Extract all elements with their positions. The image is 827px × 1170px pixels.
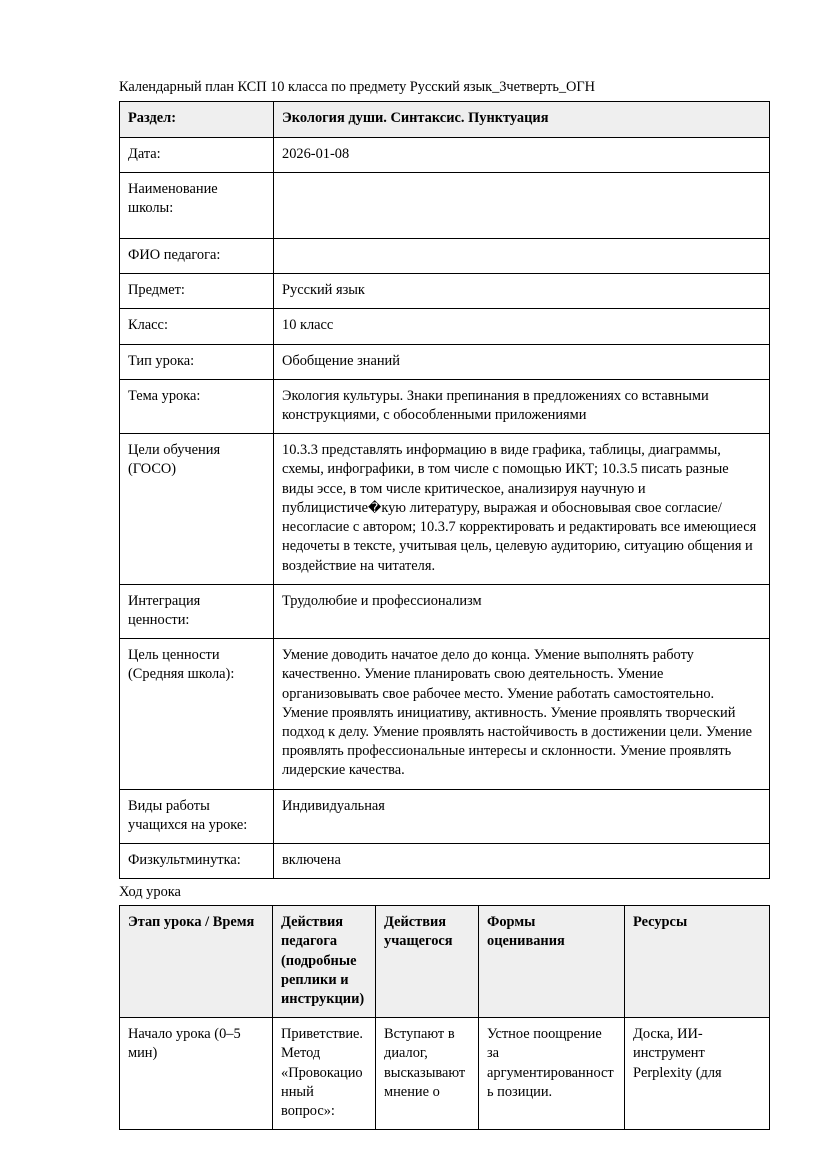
cell-teacher-actions: Приветствие. Метод «Провокационный вопрос»:	[273, 1018, 376, 1130]
info-label-section: Раздел:	[120, 102, 274, 137]
page-title: Календарный план КСП 10 класса по предмету Русский язык_3четверть_ОГН	[119, 79, 595, 95]
replacement-character-glyph: �	[367, 500, 382, 516]
info-label-work-types: Виды работы учащихся на уроке:	[120, 789, 274, 843]
info-label-subject: Предмет:	[120, 274, 274, 309]
info-row-work-types	[120, 789, 770, 843]
info-value-physical-activity-break: включена	[274, 844, 770, 879]
info-row-teacher-name	[120, 238, 770, 273]
info-label-teacher-name: ФИО педагога:	[120, 238, 274, 273]
info-label-school-name: Наименование школы:	[120, 172, 274, 238]
info-value-lesson-topic: Экология культуры. Знаки препинания в предложениях со вставными конструкциями, с обособленными приложениями	[274, 379, 770, 433]
info-value-learning-objectives: 10.3.3 представлять информацию в виде графика, таблицы, диаграммы, схемы, инфографики, в том числе с помощью ИКТ; 10.3.5 писать разные виды эссе, в том числе критическое, анализируя научную и публицистиче�кую литературу, выражая и обосновывая свое согласие/несогласие с автором; 10.3.7 корректировать и редактировать все имеющиеся недочеты в тексте, учитывая цель, целевую аудиторию, ситуацию общения и воздействие на читателя.	[274, 434, 770, 585]
lesson-flow-table-body	[120, 1018, 770, 1130]
info-label-value-integration: Интеграция ценности:	[120, 584, 274, 638]
info-value-subject: Русский язык	[274, 274, 770, 309]
info-label-lesson-topic: Тема урока:	[120, 379, 274, 433]
info-row-physical-activity-break	[120, 844, 770, 879]
info-row-value-goal	[120, 639, 770, 790]
info-row-lesson-type	[120, 344, 770, 379]
info-row-section	[120, 102, 770, 137]
info-value-section: Экология души. Синтаксис. Пунктуация	[274, 102, 770, 137]
info-label-learning-objectives: Цели обучения (ГОСО)	[120, 434, 274, 585]
info-value-school-name	[274, 172, 770, 238]
lesson-info-table-body	[120, 102, 770, 879]
column-header-teacher-actions: Действия педагога (подробные реплики и инструкции)	[273, 906, 376, 1018]
column-header-stage: Этап урока / Время	[120, 906, 273, 1018]
column-header-resources: Ресурсы	[625, 906, 770, 1018]
info-row-subject	[120, 274, 770, 309]
lesson-flow-header-row	[120, 906, 770, 1018]
info-label-grade: Класс:	[120, 309, 274, 344]
info-value-date: 2026-01-08	[274, 137, 770, 172]
info-value-teacher-name	[274, 238, 770, 273]
info-value-grade: 10 класс	[274, 309, 770, 344]
info-row-date	[120, 137, 770, 172]
info-value-value-goal: Умение доводить начатое дело до конца. Умение выполнять работу качественно. Умение планировать свою деятельность. Умение организовывать свое рабочее место. Умение работать самостоятельно. Умение проявлять инициативу, активность. Умение проявлять творческий подход к делу. Умение проявлять настойчивость в достижении цели. Умение проявлять профессиональные интересы и склонности. Умение проявлять лидерские качества.	[274, 639, 770, 790]
column-header-assessment-forms: Формы оценивания	[479, 906, 625, 1018]
info-label-date: Дата:	[120, 137, 274, 172]
info-row-learning-objectives	[120, 434, 770, 585]
cell-resources: Доска, ИИ-инструмент Perplexity (для	[625, 1018, 770, 1130]
info-value-lesson-type: Обобщение знаний	[274, 344, 770, 379]
info-label-value-goal: Цель ценности (Средняя школа):	[120, 639, 274, 790]
info-value-work-types: Индивидуальная	[274, 789, 770, 843]
info-row-lesson-topic	[120, 379, 770, 433]
info-row-grade	[120, 309, 770, 344]
column-header-student-actions: Действия учащегося	[376, 906, 479, 1018]
table-row	[120, 1018, 770, 1130]
lesson-flow-table-head	[120, 906, 770, 1018]
info-row-school-name	[120, 172, 770, 238]
lesson-flow-table	[119, 905, 770, 1130]
cell-stage: Начало урока (0–5 мин)	[120, 1018, 273, 1130]
cell-student-actions: Вступают в диалог, высказывают мнение о	[376, 1018, 479, 1130]
info-row-value-integration	[120, 584, 770, 638]
info-value-value-integration: Трудолюбие и профессионализм	[274, 584, 770, 638]
info-label-lesson-type: Тип урока:	[120, 344, 274, 379]
lesson-info-table	[119, 101, 770, 879]
info-label-physical-activity-break: Физкультминутка:	[120, 844, 274, 879]
cell-assessment-forms: Устное поощрение за аргументированность позиции.	[479, 1018, 625, 1130]
lesson-flow-caption: Ход урока	[119, 884, 181, 901]
